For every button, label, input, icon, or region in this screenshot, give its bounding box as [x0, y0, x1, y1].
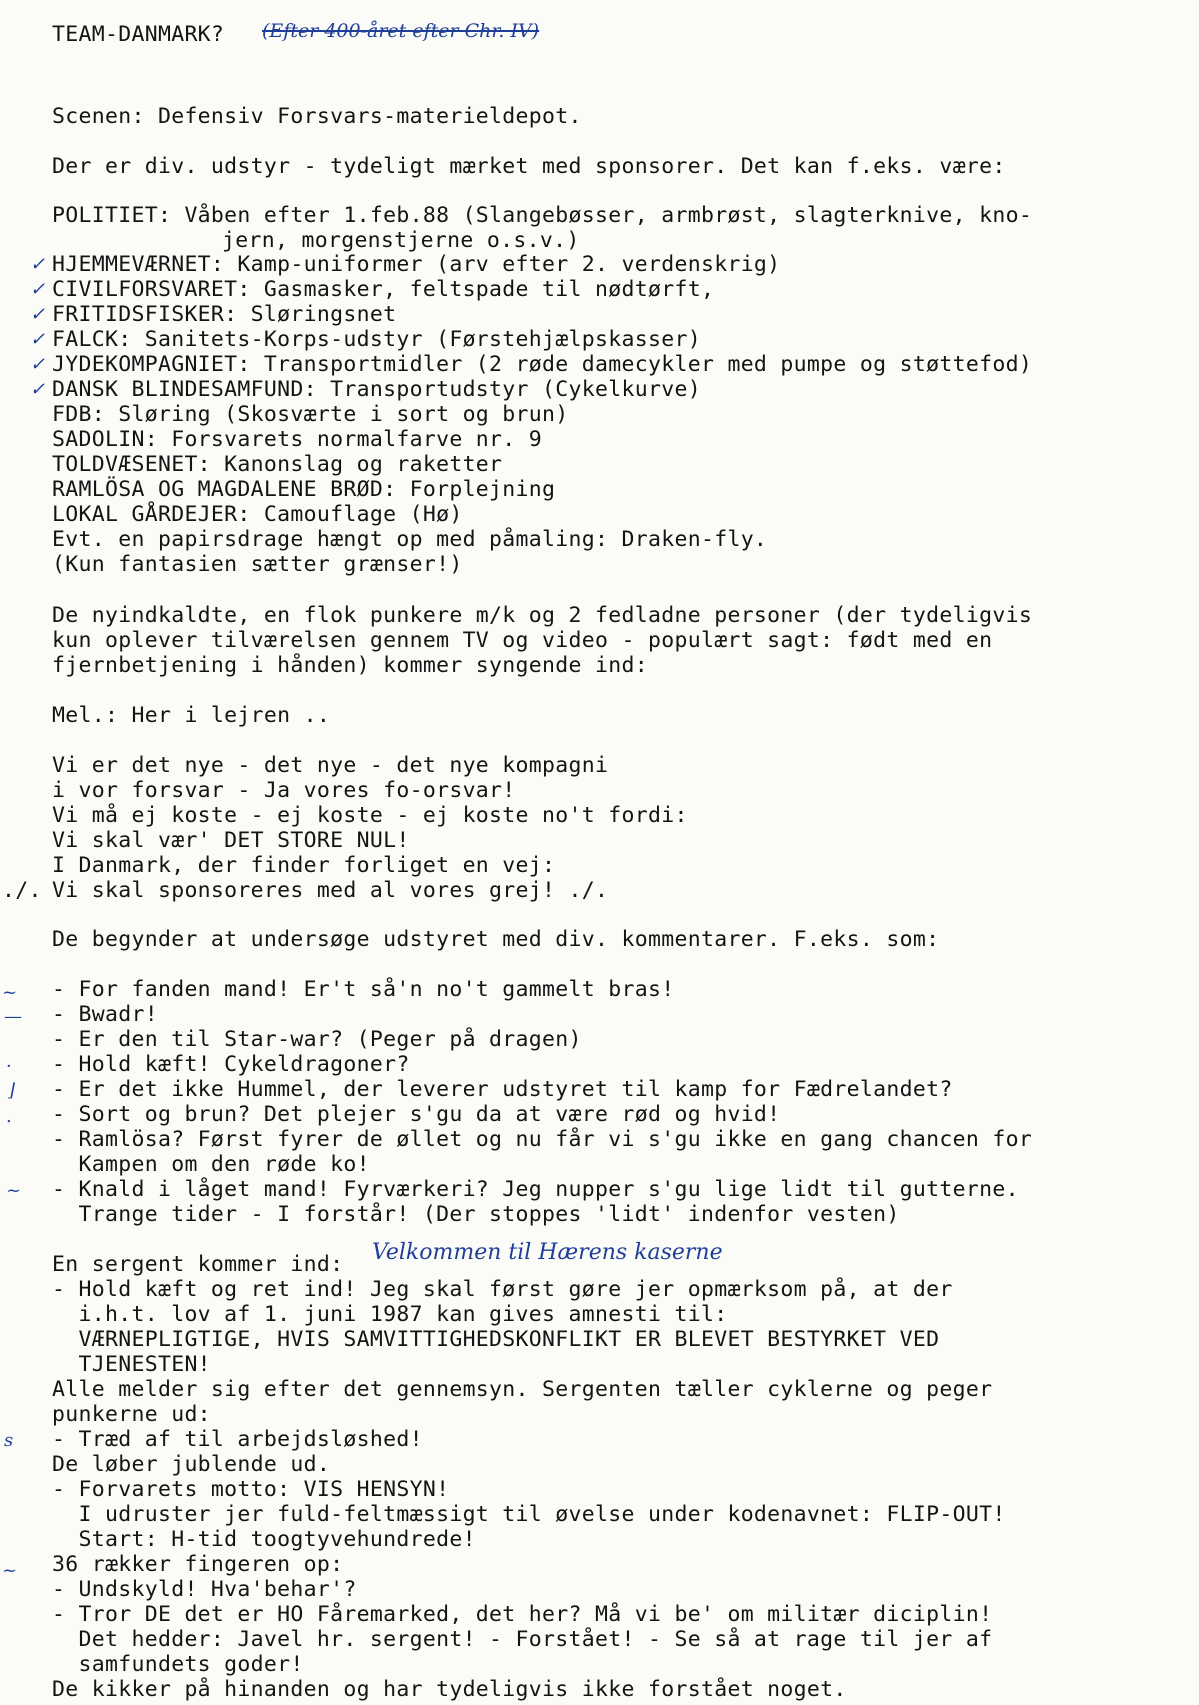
sergeant-line: punkerne ud:: [52, 1402, 211, 1427]
comment-line: Trange tider - I forstår! (Der stoppes 'lidt' indenfor vesten): [52, 1202, 900, 1227]
sponsor-line: (Kun fantasien sætter grænser!): [52, 552, 463, 577]
scene-line: Scenen: Defensiv Forsvars-materieldepot.: [52, 104, 582, 129]
sponsor-line: CIVILFORSVARET: Gasmasker, feltspade til nødtørft,: [52, 277, 715, 302]
sponsor-line: Evt. en papirsdrage hængt op med påmaling: Draken-fly.: [52, 527, 768, 552]
sergeant-line: i.h.t. lov af 1. juni 1987 kan gives amnesti til:: [52, 1302, 728, 1327]
song-line: i vor forsvar - Ja vores fo-orsvar!: [52, 778, 516, 803]
recruits-line: De nyindkaldte, en flok punkere m/k og 2 fedladne personer (der tydeligvis: [52, 603, 1033, 628]
recruits-line: fjernbetjening i hånden) kommer syngende ind:: [52, 653, 648, 678]
checkmark-icon: ✓: [30, 379, 46, 400]
intro-line: Der er div. udstyr - tydeligt mærket med sponsorer. Det kan f.eks. være:: [52, 154, 1006, 179]
comments-intro-line: De begynder at undersøge udstyret med div. kommentarer. F.eks. som:: [52, 927, 940, 952]
margin-mark-icon: ~: [2, 982, 18, 1003]
sergeant-line: - Forvarets motto: VIS HENSYN!: [52, 1477, 450, 1502]
sergeant-line: De kikker på hinanden og har tydeligvis ikke forstået noget.: [52, 1677, 847, 1702]
comment-line: Kampen om den røde ko!: [52, 1152, 370, 1177]
sergeant-line: Start: H-tid toogtyvehundrede!: [52, 1527, 476, 1552]
song-line: Vi er det nye - det nye - det nye kompagni: [52, 753, 609, 778]
margin-mark-icon: ~: [6, 1180, 22, 1201]
margin-mark-icon: s: [4, 1430, 14, 1451]
melody-line: Mel.: Her i lejren ..: [52, 703, 331, 728]
sergeant-line: - Hold kæft og ret ind! Jeg skal først gøre jer opmærksom på, at der: [52, 1277, 953, 1302]
margin-mark-icon: .: [6, 1106, 12, 1127]
sergeant-line: - Træd af til arbejdsløshed!: [52, 1427, 423, 1452]
margin-mark-icon: ~: [2, 1560, 18, 1581]
margin-mark-icon: —: [4, 1006, 22, 1027]
song-line: Vi skal sponsoreres med al vores grej! ./.: [52, 878, 609, 903]
sponsor-line: RAMLÖSA OG MAGDALENE BRØD: Forplejning: [52, 477, 556, 502]
sponsor-line: FRITIDSFISKER: Sløringsnet: [52, 302, 397, 327]
comment-line: - Er det ikke Hummel, der leverer udstyret til kamp for Fædrelandet?: [52, 1077, 953, 1102]
sergeant-line: - Tror DE det er HO Fåremarked, det her? Må vi be' om militær diciplin!: [52, 1602, 993, 1627]
sergeant-line: VÆRNEPLIGTIGE, HVIS SAMVITTIGHEDSKONFLIKT ER BLEVET BESTYRKET VED: [52, 1327, 940, 1352]
sponsor-line: FDB: Sløring (Skosværte i sort og brun): [52, 402, 569, 427]
comment-line: - Sort og brun? Det plejer s'gu da at være rød og hvid!: [52, 1102, 781, 1127]
sergeant-line: 36 rækker fingeren op:: [52, 1552, 344, 1577]
song-line: Vi må ej koste - ej koste - ej koste no't fordi:: [52, 803, 688, 828]
checkmark-icon: ✓: [30, 329, 46, 350]
checkmark-icon: ✓: [30, 254, 46, 275]
sergeant-line: De løber jublende ud.: [52, 1452, 331, 1477]
comment-line: - Knald i låget mand! Fyrværkeri? Jeg nupper s'gu lige lidt til gutterne.: [52, 1177, 1019, 1202]
handwritten-struck-annotation: (Efter 400-året efter Chr. IV): [262, 20, 540, 42]
margin-mark-icon: ⌋: [8, 1080, 16, 1101]
comment-line: - Bwadr!: [52, 1002, 158, 1027]
sergeant-line: Det hedder: Javel hr. sergent! - Forstået! - Se så at rage til jer af: [52, 1627, 993, 1652]
sergeant-line: TJENESTEN!: [52, 1352, 211, 1377]
sergeant-line: - Undskyld! Hva'behar'?: [52, 1577, 357, 1602]
song-line: I Danmark, der finder forliget en vej:: [52, 853, 556, 878]
comment-line: - For fanden mand! Er't så'n no't gammelt bras!: [52, 977, 675, 1002]
checkmark-icon: ✓: [30, 354, 46, 375]
sergeant-intro-line: En sergent kommer ind:: [52, 1252, 344, 1277]
sponsor-line: jern, morgenstjerne o.s.v.): [222, 228, 580, 253]
checkmark-icon: ✓: [30, 304, 46, 325]
sponsor-line: FALCK: Sanitets-Korps-udstyr (Førstehjælpskasser): [52, 327, 701, 352]
sponsor-line: TOLDVÆSENET: Kanonslag og raketter: [52, 452, 503, 477]
sponsor-line: JYDEKOMPAGNIET: Transportmidler (2 røde damecykler med pumpe og støttefod): [52, 352, 1033, 377]
sponsor-line: HJEMMEVÆRNET: Kamp-uniformer (arv efter 2. verdenskrig): [52, 252, 781, 277]
comment-line: - Er den til Star-war? (Peger på dragen): [52, 1027, 582, 1052]
song-line: Vi skal vær' DET STORE NUL!: [52, 828, 410, 853]
checkmark-icon: ✓: [30, 279, 46, 300]
sponsor-line: LOKAL GÅRDEJER: Camouflage (Hø): [52, 502, 463, 527]
handwritten-annotation: Velkommen til Hærens kaserne: [372, 1240, 723, 1265]
document-title: TEAM-DANMARK?: [52, 22, 225, 47]
sponsor-line: SADOLIN: Forsvarets normalfarve nr. 9: [52, 427, 543, 452]
sergeant-line: Alle melder sig efter det gennemsyn. Sergenten tæller cyklerne og peger: [52, 1377, 993, 1402]
sergeant-line: I udruster jer fuld-feltmæssigt til øvelse under kodenavnet: FLIP-OUT!: [52, 1502, 1006, 1527]
comment-line: - Hold kæft! Cykeldragoner?: [52, 1052, 410, 1077]
sponsor-line: POLITIET: Våben efter 1.feb.88 (Slangebøsser, armbrøst, slagterknive, kno-: [52, 203, 1033, 228]
comment-line: - Ramlösa? Først fyrer de øllet og nu får vi s'gu ikke en gang chancen for: [52, 1127, 1033, 1152]
repeat-mark: ./.: [2, 878, 42, 903]
sergeant-line: samfundets goder!: [52, 1652, 304, 1677]
sponsor-line: DANSK BLINDESAMFUND: Transportudstyr (Cykelkurve): [52, 377, 701, 402]
margin-mark-icon: ·: [6, 1056, 12, 1077]
recruits-line: kun oplever tilværelsen gennem TV og video - populært sagt: født med en: [52, 628, 993, 653]
